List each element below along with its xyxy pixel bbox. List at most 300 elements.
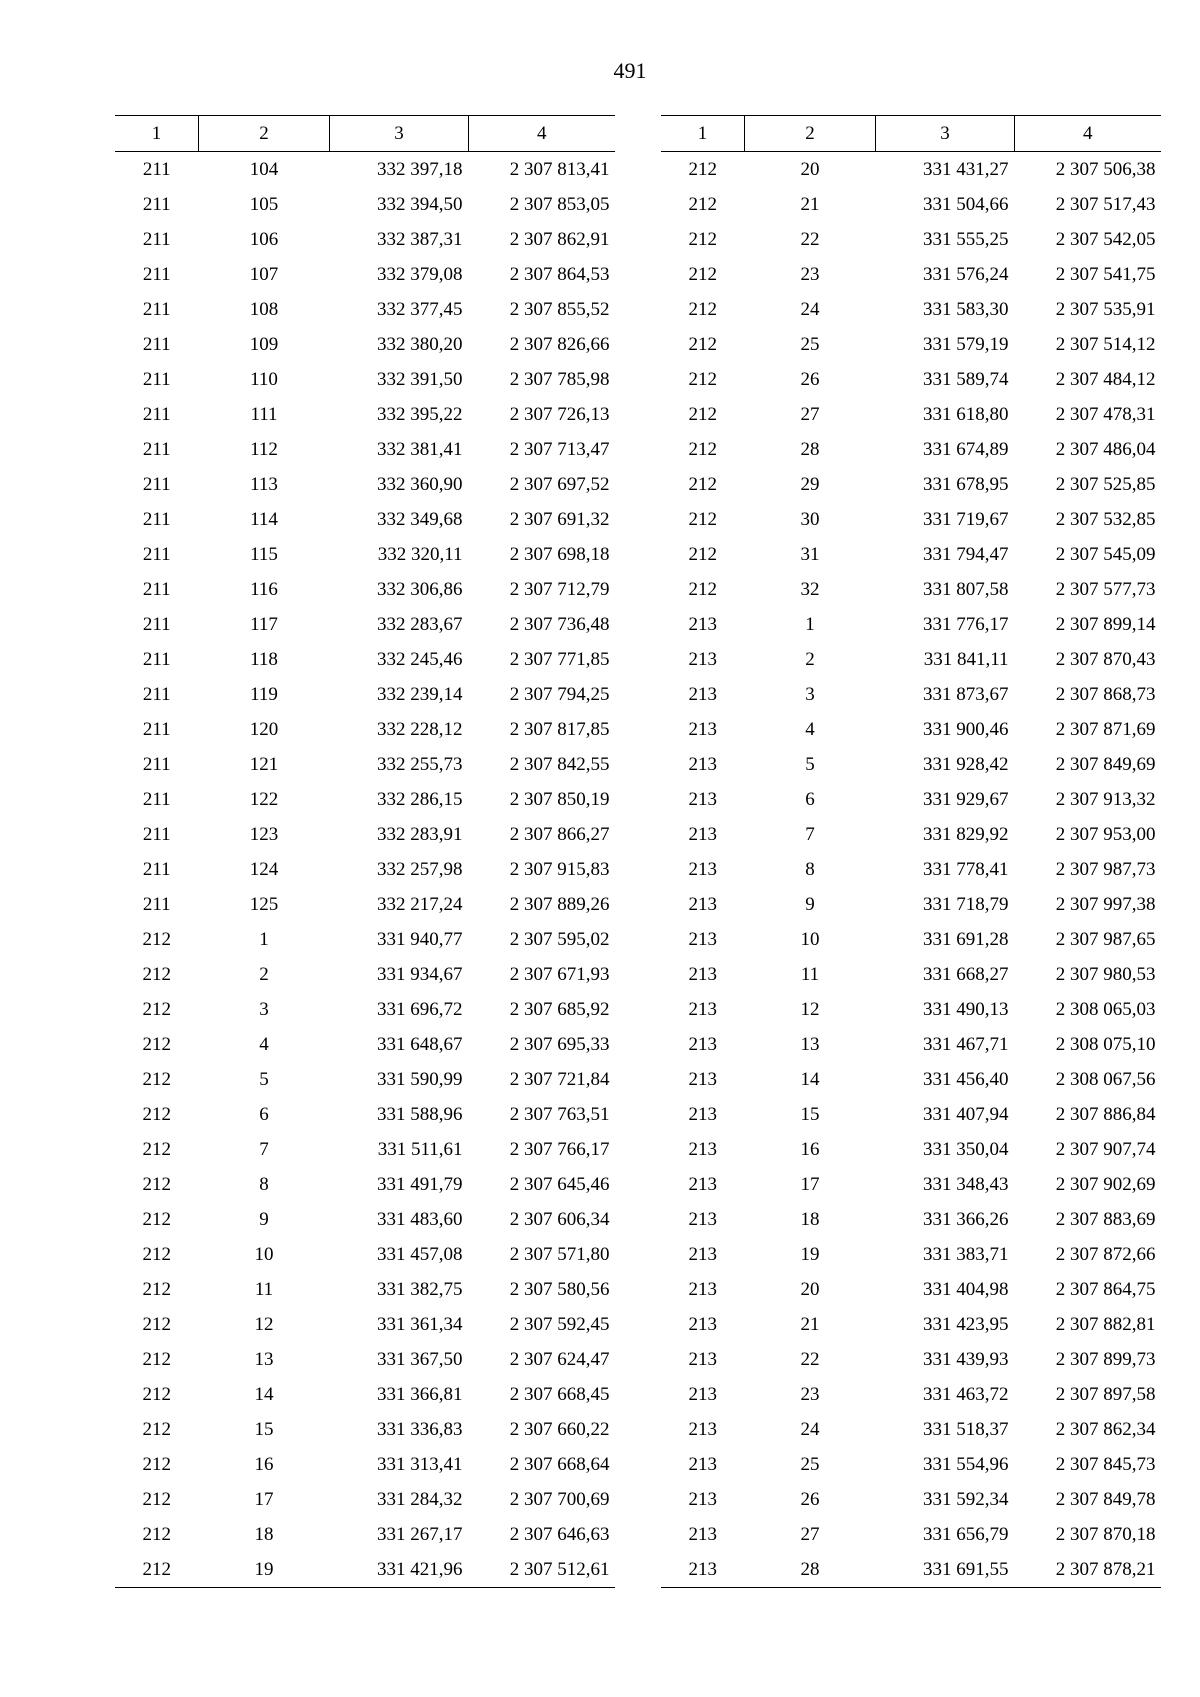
table-row [661,1342,1161,1377]
table-row [661,537,1161,572]
cell-point: 16 [254,1453,274,1475]
cell-x: 331 829,92 [923,823,1009,845]
cell-point: 1 [805,613,815,635]
cell-y: 2 307 580,56 [509,1278,610,1300]
cell-y: 2 307 525,85 [1055,473,1156,495]
cell-object: 211 [142,753,171,775]
table-row [115,992,615,1027]
cell-point: 17 [800,1173,820,1195]
table-row [661,607,1161,642]
cell-y: 2 307 545,09 [1055,543,1156,565]
cell-x: 331 421,96 [330,1552,469,1588]
table-row [115,1447,615,1482]
cell-object: 213 [688,1103,717,1125]
cell-x: 331 404,98 [923,1278,1009,1300]
cell-x: 331 691,28 [923,928,1009,950]
cell-object: 212 [142,963,171,985]
cell-y: 2 307 713,47 [509,438,610,460]
table-row [661,747,1161,782]
cell-x: 331 592,34 [923,1488,1009,1510]
cell-y: 2 307 871,69 [1055,718,1156,740]
cell-point: 24 [800,1418,820,1440]
cell-y: 2 307 872,66 [1055,1243,1156,1265]
cell-y: 2 307 902,69 [1055,1173,1156,1195]
cell-object: 212 [142,1033,171,1055]
cell-object: 212 [142,1453,171,1475]
cell-object: 212 [142,1138,171,1160]
cell-y: 2 308 065,03 [1055,998,1156,1020]
cell-x: 331 807,58 [923,578,1009,600]
cell-object: 213 [688,1488,717,1510]
cell-y: 2 307 980,53 [1055,963,1156,985]
cell-y: 2 307 624,47 [509,1348,610,1370]
column-header: 2 [745,116,876,152]
cell-x: 332 397,18 [377,158,463,180]
table-row [115,1482,615,1517]
cell-object: 213 [688,1033,717,1055]
cell-object: 211 [142,193,171,215]
table-row [661,852,1161,887]
cell-object: 213 [688,788,717,810]
cell-object: 212 [688,368,717,390]
cell-y: 2 307 855,52 [509,298,610,320]
table-row [115,1307,615,1342]
cell-y: 2 307 606,34 [509,1208,610,1230]
table-row [115,607,615,642]
cell-point: 106 [249,228,279,250]
cell-point: 8 [805,858,815,880]
cell-point: 6 [259,1103,269,1125]
table-row [661,1237,1161,1272]
cell-object: 212 [142,1208,171,1230]
cell-object: 212 [142,1103,171,1125]
cell-x: 331 928,42 [923,753,1009,775]
cell-y: 2 307 542,05 [1055,228,1156,250]
cell-point: 23 [800,263,820,285]
cell-x: 331 457,08 [377,1243,463,1265]
cell-object: 212 [688,263,717,285]
cell-object: 212 [688,543,717,565]
table-row [661,257,1161,292]
table-row [661,572,1161,607]
table-row [115,572,615,607]
cell-point: 5 [805,753,815,775]
coordinates-table-right [661,115,1161,1588]
cell-y: 2 307 842,55 [509,753,610,775]
cell-x: 332 394,50 [377,193,463,215]
table-row [115,1062,615,1097]
cell-point: 13 [254,1348,274,1370]
cell-x: 331 267,17 [377,1523,463,1545]
cell-object: 212 [142,998,171,1020]
cell-object: 212 [688,403,717,425]
cell-point: 119 [250,683,278,705]
cell-y: 2 307 897,58 [1055,1383,1156,1405]
table-row [661,1062,1161,1097]
cell-point: 28 [800,438,820,460]
cell-y: 2 307 685,92 [509,998,610,1020]
cell-point: 124 [249,858,279,880]
cell-x: 331 900,46 [923,718,1009,740]
table-row [661,1202,1161,1237]
table-row [661,1552,1161,1588]
cell-x: 331 656,79 [923,1523,1009,1545]
table-header-row [115,116,615,152]
cell-x: 331 511,61 [377,1138,463,1160]
column-header: 1 [115,116,199,152]
table-row [661,292,1161,327]
cell-object: 212 [688,578,717,600]
cell-x: 331 668,27 [923,963,1009,985]
table-row [115,1132,615,1167]
cell-x: 331 367,50 [377,1348,463,1370]
table-row [115,397,615,432]
cell-y: 2 307 868,73 [1055,683,1156,705]
cell-point: 116 [250,578,278,600]
cell-x: 332 245,46 [377,648,463,670]
cell-y: 2 307 660,22 [509,1418,610,1440]
cell-object: 211 [142,858,171,880]
cell-point: 120 [249,718,279,740]
table-row [115,1237,615,1272]
cell-y: 2 307 671,93 [509,963,610,985]
cell-x: 332 320,11 [377,543,463,565]
cell-x: 332 217,24 [377,893,463,915]
cell-y: 2 307 484,12 [1055,368,1156,390]
cell-point: 109 [249,333,279,355]
cell-object: 212 [688,508,717,530]
cell-point: 22 [800,1348,820,1370]
cell-object: 213 [661,1552,745,1588]
cell-x: 331 794,47 [923,543,1009,565]
cell-point: 117 [250,613,278,635]
table-row [115,292,615,327]
cell-y: 2 307 700,69 [509,1488,610,1510]
cell-point: 2 [805,648,815,670]
cell-object: 212 [688,473,717,495]
cell-point: 14 [800,1068,820,1090]
table-row [115,1167,615,1202]
cell-x: 331 313,41 [377,1453,463,1475]
cell-object: 213 [688,1313,717,1335]
cell-y: 2 307 899,73 [1055,1348,1156,1370]
table-row [661,1167,1161,1202]
table-row [661,502,1161,537]
cell-x: 331 934,67 [377,963,463,985]
table-row [115,782,615,817]
cell-point: 26 [800,1488,820,1510]
cell-x: 331 491,79 [377,1173,463,1195]
table-row [115,642,615,677]
cell-point: 15 [254,1418,274,1440]
cell-y: 2 307 913,32 [1055,788,1156,810]
cell-y: 2 307 691,32 [509,508,610,530]
table-row [115,1377,615,1412]
cell-y: 2 307 882,81 [1055,1313,1156,1335]
cell-object: 212 [142,1383,171,1405]
cell-point: 6 [805,788,815,810]
cell-point: 113 [250,473,278,495]
cell-object: 212 [142,1068,171,1090]
cell-y: 2 307 736,48 [509,613,610,635]
table-row [115,1552,615,1588]
cell-object: 212 [142,1523,171,1545]
cell-x: 331 583,30 [923,298,1009,320]
cell-y: 2 307 721,84 [509,1068,610,1090]
cell-object: 212 [142,1488,171,1510]
cell-point: 7 [805,823,815,845]
table-row [661,327,1161,362]
cell-object: 212 [115,1552,199,1588]
table-row [115,1202,615,1237]
cell-object: 211 [142,578,171,600]
cell-point: 10 [800,928,820,950]
table-row [115,712,615,747]
cell-object: 213 [688,858,717,880]
cell-x: 331 336,83 [377,1418,463,1440]
table-row [115,432,615,467]
cell-x: 331 361,34 [377,1313,463,1335]
cell-x: 331 555,25 [923,228,1009,250]
cell-y: 2 307 987,65 [1055,928,1156,950]
cell-y: 2 307 785,98 [509,368,610,390]
cell-point: 3 [259,998,269,1020]
cell-point: 25 [800,333,820,355]
cell-x: 331 554,96 [923,1453,1009,1475]
table-row [661,1272,1161,1307]
cell-point: 118 [250,648,278,670]
table-row [661,222,1161,257]
cell-y: 2 307 794,25 [509,683,610,705]
cell-object: 212 [142,1278,171,1300]
cell-object: 212 [142,1313,171,1335]
table-row [115,1342,615,1377]
cell-y: 2 307 886,84 [1055,1103,1156,1125]
cell-point: 28 [745,1552,876,1588]
cell-object: 212 [142,1243,171,1265]
cell-y: 2 307 878,21 [1015,1552,1161,1588]
cell-point: 1 [259,928,269,950]
cell-point: 11 [254,1278,274,1300]
cell-x: 331 483,60 [377,1208,463,1230]
cell-point: 7 [259,1138,269,1160]
cell-y: 2 307 646,63 [509,1523,610,1545]
cell-x: 331 350,04 [923,1138,1009,1160]
cell-point: 27 [800,1523,820,1545]
cell-y: 2 308 067,56 [1055,1068,1156,1090]
cell-point: 24 [800,298,820,320]
table-header-row [661,116,1161,152]
cell-object: 213 [688,718,717,740]
cell-y: 2 307 866,27 [509,823,610,845]
cell-point: 10 [254,1243,274,1265]
cell-y: 2 307 512,61 [469,1552,615,1588]
cell-point: 107 [249,263,279,285]
cell-x: 331 431,27 [923,158,1009,180]
cell-object: 212 [142,1173,171,1195]
cell-x: 331 929,67 [923,788,1009,810]
cell-y: 2 307 870,43 [1055,648,1156,670]
cell-y: 2 307 862,34 [1055,1418,1156,1440]
cell-y: 2 307 645,46 [509,1173,610,1195]
column-header: 2 [199,116,330,152]
cell-x: 331 873,67 [923,683,1009,705]
cell-y: 2 307 535,91 [1055,298,1156,320]
cell-object: 212 [142,1348,171,1370]
cell-x: 332 283,91 [377,823,463,845]
cell-point: 125 [249,893,279,915]
cell-x: 332 381,41 [377,438,463,460]
table-row [661,642,1161,677]
column-header: 1 [661,116,745,152]
cell-x: 332 228,12 [377,718,463,740]
cell-object: 211 [142,263,171,285]
cell-object: 213 [688,1173,717,1195]
cell-object: 211 [142,333,171,355]
cell-x: 331 719,67 [923,508,1009,530]
table-row [661,1307,1161,1342]
cell-point: 111 [250,403,278,425]
cell-x: 332 391,50 [377,368,463,390]
cell-x: 331 691,55 [876,1552,1015,1588]
cell-point: 12 [254,1313,274,1335]
cell-point: 108 [249,298,279,320]
cell-x: 331 579,19 [923,333,1009,355]
cell-point: 4 [259,1033,269,1055]
table-row [661,432,1161,467]
cell-x: 331 618,80 [923,403,1009,425]
table-row [115,187,615,222]
cell-y: 2 307 845,73 [1055,1453,1156,1475]
table-row [115,957,615,992]
cell-object: 213 [688,928,717,950]
cell-point: 30 [800,508,820,530]
cell-y: 2 307 771,85 [509,648,610,670]
cell-point: 12 [800,998,820,1020]
cell-x: 331 590,99 [377,1068,463,1090]
cell-x: 332 257,98 [377,858,463,880]
cell-object: 211 [142,823,171,845]
cell-point: 104 [249,158,279,180]
cell-x: 332 380,20 [377,333,463,355]
table-row [661,992,1161,1027]
cell-x: 332 379,08 [377,263,463,285]
cell-point: 21 [800,193,820,215]
cell-x: 332 387,31 [377,228,463,250]
cell-object: 213 [688,1418,717,1440]
cell-object: 211 [142,893,171,915]
cell-x: 331 940,77 [377,928,463,950]
cell-object: 211 [142,718,171,740]
cell-object: 213 [688,1068,717,1090]
table-row [115,852,615,887]
column-header: 3 [330,116,469,152]
cell-object: 212 [142,1418,171,1440]
cell-object: 213 [688,1523,717,1545]
cell-y: 2 307 695,33 [509,1033,610,1055]
cell-y: 2 307 668,45 [509,1383,610,1405]
cell-x: 332 286,15 [377,788,463,810]
table-row [661,1517,1161,1552]
cell-point: 11 [800,963,820,985]
cell-x: 332 283,67 [377,613,463,635]
cell-x: 331 407,94 [923,1103,1009,1125]
table-row [115,537,615,572]
cell-y: 2 308 075,10 [1055,1033,1156,1055]
cell-x: 331 383,71 [923,1243,1009,1265]
table-row [661,957,1161,992]
cell-object: 212 [142,928,171,950]
cell-object: 212 [688,438,717,460]
table-row [115,1412,615,1447]
cell-y: 2 307 953,00 [1055,823,1156,845]
cell-y: 2 307 595,02 [509,928,610,950]
cell-y: 2 307 532,85 [1055,508,1156,530]
cell-object: 213 [688,998,717,1020]
cell-x: 331 439,93 [923,1348,1009,1370]
page-number: 491 [613,58,647,83]
cell-point: 3 [805,683,815,705]
cell-point: 25 [800,1453,820,1475]
cell-x: 331 678,95 [923,473,1009,495]
cell-y: 2 307 763,51 [509,1103,610,1125]
cell-point: 105 [249,193,279,215]
cell-point: 9 [805,893,815,915]
cell-y: 2 307 486,04 [1055,438,1156,460]
table-row [115,1517,615,1552]
table-row [115,1027,615,1062]
table-row [115,747,615,782]
cell-y: 2 307 883,69 [1055,1208,1156,1230]
table-row [661,922,1161,957]
cell-x: 332 360,90 [377,473,463,495]
table-row [661,782,1161,817]
cell-point: 122 [249,788,279,810]
cell-y: 2 307 517,43 [1055,193,1156,215]
cell-y: 2 307 697,52 [509,473,610,495]
table-row [661,1377,1161,1412]
cell-x: 331 348,43 [923,1173,1009,1195]
cell-x: 332 239,14 [377,683,463,705]
cell-x: 331 518,37 [923,1418,1009,1440]
table-row [115,327,615,362]
cell-point: 18 [254,1523,274,1545]
cell-point: 15 [800,1103,820,1125]
cell-x: 331 696,72 [377,998,463,1020]
cell-point: 21 [800,1313,820,1335]
cell-y: 2 307 907,74 [1055,1138,1156,1160]
cell-point: 110 [250,368,278,390]
cell-point: 112 [250,438,278,460]
cell-point: 19 [800,1243,820,1265]
cell-object: 212 [688,333,717,355]
cell-point: 13 [800,1033,820,1055]
table-row [115,467,615,502]
cell-y: 2 307 997,38 [1055,893,1156,915]
table-row [661,1447,1161,1482]
table-row [115,922,615,957]
cell-y: 2 307 571,80 [509,1243,610,1265]
cell-point: 121 [249,753,279,775]
cell-y: 2 307 862,91 [509,228,610,250]
cell-point: 9 [259,1208,269,1230]
coordinates-table-left [115,115,615,1588]
cell-point: 8 [259,1173,269,1195]
cell-point: 123 [249,823,279,845]
table-row [661,1027,1161,1062]
table-row [661,1097,1161,1132]
cell-x: 331 778,41 [923,858,1009,880]
